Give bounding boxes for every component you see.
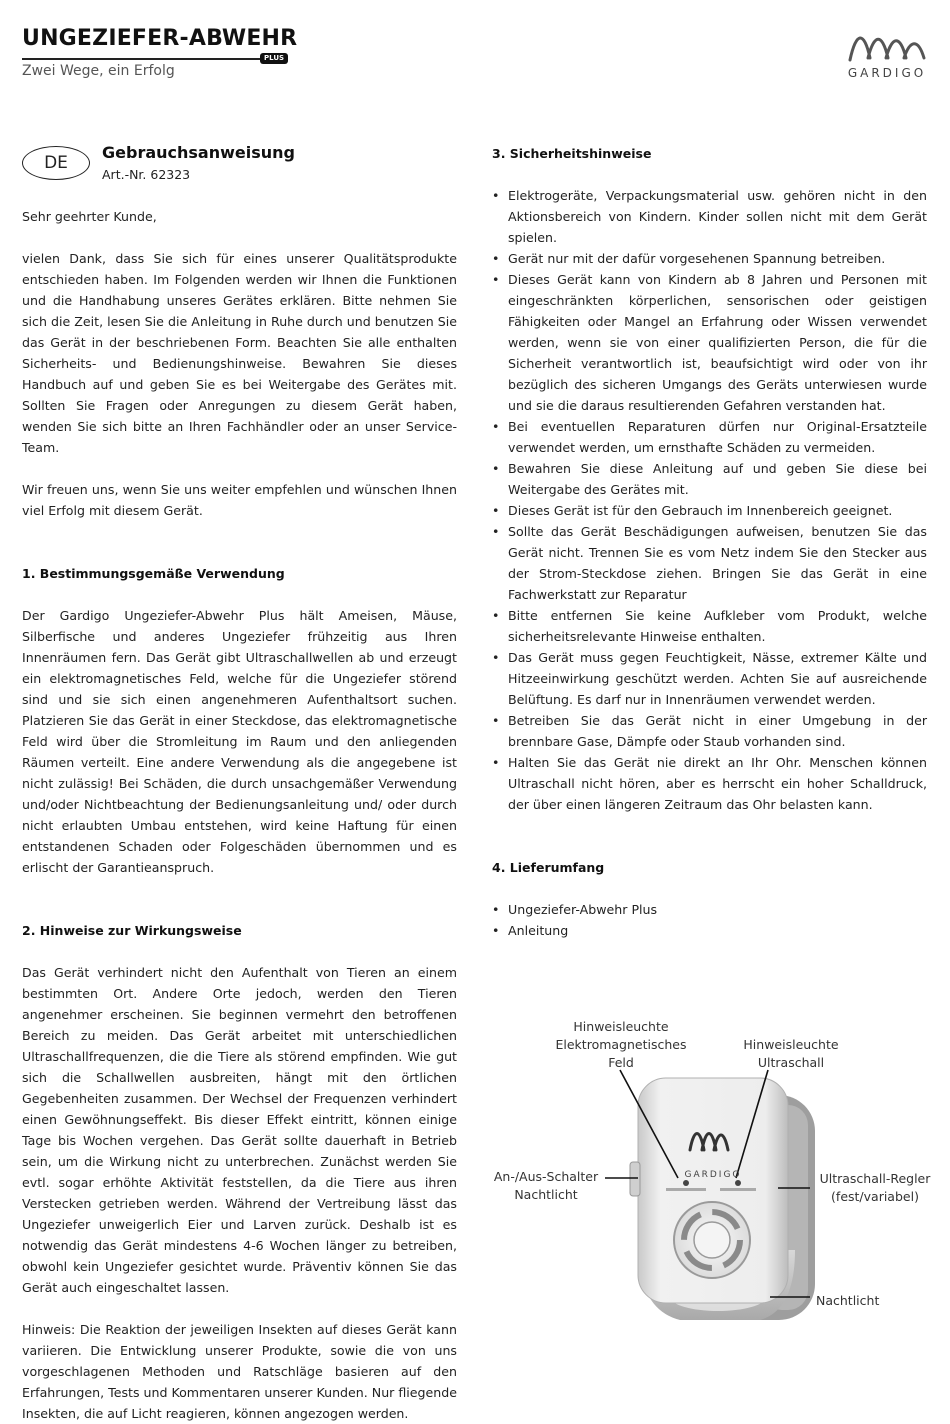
- device-logo-text: GARDIGO: [684, 1170, 742, 1180]
- contents-list: [492, 899, 927, 941]
- article-number: Art.-Nr. 62323: [102, 167, 191, 182]
- section1-heading: 1. Bestimmungsgemäße Verwendung: [22, 566, 285, 581]
- list-item: • Ungeziefer-Abwehr Plus: [492, 899, 927, 920]
- safety-list: [492, 185, 927, 815]
- label-us-indicator: [732, 1036, 850, 1072]
- right-column: [492, 143, 927, 941]
- list-item: • Bitte entfernen Sie keine Aufkleber vom Produkt, welche sicherheitsrelevante Hinweise enthalten.: [492, 605, 927, 647]
- section2-heading: 2. Hinweise zur Wirkungsweise: [22, 923, 242, 938]
- label-us-line2: Ultraschall: [757, 1055, 825, 1070]
- list-item: • Bei eventuellen Reparaturen dürfen nur Original-Ersatzteile verwendet werden, um ernsthafte Schäden zu vermeiden.: [492, 416, 927, 458]
- label-em-line3: Feld: [608, 1055, 634, 1070]
- plus-badge: PLUS: [260, 53, 288, 64]
- logo-wordmark: GARDIGO: [847, 66, 927, 80]
- left-column: [22, 206, 457, 1424]
- language-badge: DE: [22, 146, 90, 180]
- list-item: • Anleitung: [492, 920, 927, 941]
- intro-paragraph: vielen Dank, dass Sie sich für eines unserer Qualitätsprodukte entschieden haben. Im Folgenden werden wir Ihnen die Funktionen und die Handhabung unseres Gerätes erklären. Bitte nehmen Sie sich die Zeit, lesen Sie die Anleitung in Ruhe durch und benutzen Sie das Gerät in der beschriebenen Form. Beachten Sie alle enthalten Sicherheits- und Bedienungshinweise. Bewahren Sie dieses Handbuch auf und geben Sie es bei Weitergabe des Gerätes mit. Sollten Sie Fragen oder Anregungen zu diesem Gerät haben, wenden Sie sich bitte an Ihren Fachhändler oder an unser Service-Team.: [22, 251, 457, 455]
- section3-heading: 3. Sicherheitshinweise: [492, 146, 652, 161]
- label-us-line1: Hinweisleuchte: [743, 1037, 839, 1052]
- section2-text: Das Gerät verhindert nicht den Aufenthalt von Tieren an einem bestimmten Ort. Andere Orte jedoch, werden den Tieren angenehmer erscheinen. Sie beginnen vermehrt den betroffenen Bereich zu meiden. Das Gerät arbeitet mit unterschiedlichen Ultraschallfrequenzen, die die Tiere als störend empfinden. Wie gut sich die Schallwellen ausbreiten, hängt mit den örtlichen Gegebenheiten zusammen. Der Wechsel der Frequenzen verhindert einen Gewöhnungseffekt. Bis dieser Effekt eintritt, können einige Tage bis Wochen vergehen. Das Gerät sollte dauerhaft in Betrieb sein, um die Wirkung nicht zu unterbrechen. Zunächst werden Sie evtl. sogar erhöhte Aktivität feststellen, da die Tiere aus ihren Verstecken getrieben werden. Während der Vertreibung lässt das Ungeziefer unweigerlich Eier und Larven zurück. Deshalb ist es notwendig das Gerät mindestens 4-6 Wochen länger zu betreiben, obwohl kein Ungeziefer gesichtet wurde. Präventiv können Sie das Gerät auch eingeschaltet lassen.: [22, 965, 457, 1295]
- intro-closing: Wir freuen uns, wenn Sie uns weiter empfehlen und wünschen Ihnen viel Erfolg mit diesem Gerät.: [22, 482, 457, 518]
- document-title: Gebrauchsanweisung: [102, 143, 295, 162]
- section2-note: Hinweis: Die Reaktion der jeweiligen Insekten auf dieses Gerät kann variieren. Die Entwicklung unserer Produkte, sowie die von uns vorgeschlagenen Methoden und Ratschläge basieren auf den Erfahrungen, Tests und Kommentaren unserer Kunden. Nur fliegende Insekten, die auf Licht reagieren, können angezogen werden.: [22, 1322, 458, 1421]
- label-em-line1: Hinweisleuchte: [573, 1019, 669, 1034]
- list-item: • Elektrogeräte, Verpackungsmaterial usw. gehören nicht in den Aktionsbereich von Kindern. Kinder sollen nicht mit dem Gerät spielen.: [492, 185, 927, 248]
- list-item: • Dieses Gerät ist für den Gebrauch im Innenbereich geeignet.: [492, 500, 927, 521]
- label-switch-line2: Nachtlicht: [514, 1187, 578, 1202]
- brand-subtitle: Zwei Wege, ein Erfolg: [22, 63, 175, 79]
- list-item: • Dieses Gerät kann von Kindern ab 8 Jahren und Personen mit eingeschränkten körperlichen, sensorischen oder geistigen Fähigkeiten oder Mangel an Erfahrung oder Wissen verwendet werden, wenn sie von einer qualifizierten Person, die für die Sicherheit verantwortlich ist, beaufsichtigt wird oder von ihr bezüglich des sicheren Umgangs des Geräts unterwiesen wurde und sie die daraus resultierenden Gefahren verstanden hat.: [492, 269, 927, 416]
- list-item: • Das Gerät muss gegen Feuchtigkeit, Nässe, extremer Kälte und Hitzeeinwirkung geschützt werden. Achten Sie auf ausreichende Belüftung. Es darf nur in Innenräumen verwendet werden.: [492, 647, 927, 710]
- gardigo-wave-logo-icon: [842, 28, 932, 64]
- label-switch-line1: An-/Aus-Schalter: [493, 1169, 599, 1184]
- gardigo-logo: [842, 28, 932, 84]
- list-item: • Gerät nur mit der dafür vorgesehenen Spannung betreiben.: [492, 248, 927, 269]
- label-reg-line2: (fest/variabel): [831, 1189, 919, 1204]
- label-em-line2: Elektromagnetisches: [555, 1037, 687, 1052]
- label-regulator: [812, 1170, 938, 1206]
- list-item: • Bewahren Sie diese Anleitung auf und geben Sie diese bei Weitergabe des Gerätes mit.: [492, 458, 927, 500]
- list-item: • Halten Sie das Gerät nie direkt an Ihr Ohr. Menschen können Ultraschall nicht hören, aber es herrscht ein hoher Schalldruck, der über einen längeren Zeitraum das Ohr belasten kann.: [492, 752, 927, 815]
- label-switch: [484, 1168, 608, 1204]
- brand-underline: [22, 58, 262, 60]
- label-nightlight: Nachtlicht: [816, 1293, 880, 1308]
- section4-heading: 4. Lieferumfang: [492, 860, 605, 875]
- greeting: Sehr geehrter Kunde,: [22, 209, 157, 224]
- list-item: • Sollte das Gerät Beschädigungen aufweisen, benutzen Sie das Gerät nicht. Trennen Sie es vom Netz indem Sie den Stecker aus der Strom-Steckdose ziehen. Bringen Sie das Gerät in eine Fachwerkstatt zur Reparatur: [492, 521, 927, 605]
- brand-title: UNGEZIEFER-ABWEHR: [22, 26, 298, 51]
- label-em-indicator: [548, 1018, 694, 1072]
- list-item: • Betreiben Sie das Gerät nicht in einer Umgebung in der brennbare Gase, Dämpfe oder Staub vorhanden sind.: [492, 710, 927, 752]
- label-reg-line1: Ultraschall-Regler: [819, 1171, 931, 1186]
- section1-text: Der Gardigo Ungeziefer-Abwehr Plus hält Ameisen, Mäuse, Silberfische und anderes Ungeziefer frühzeitig aus Ihren Innenräumen fern. Das Gerät gibt Ultraschallwellen ab und erzeugt ein elektromagnetisches Feld, welche für die Ungeziefer störend sind und sie sich einen angenehmeren Aufenthaltsort suchen. Platzieren Sie das Gerät in einer Steckdose, das elektromagnetische Feld wird über die Stromleitung im Raum und den anliegenden Räumen verteilt. Eine andere Verwendung als die angegebene ist nicht zulässig! Bei Schäden, die durch unsachgemäßer Verwendung und/oder Nichtbeachtung der Bedienungsanleitung und/ oder durch nicht erlaubten Umbau entstehen, wird keine Haftung für einen entstandenen Schaden oder Folgeschäden übernommen und es erlischt der Garantieanspruch.: [22, 608, 457, 875]
